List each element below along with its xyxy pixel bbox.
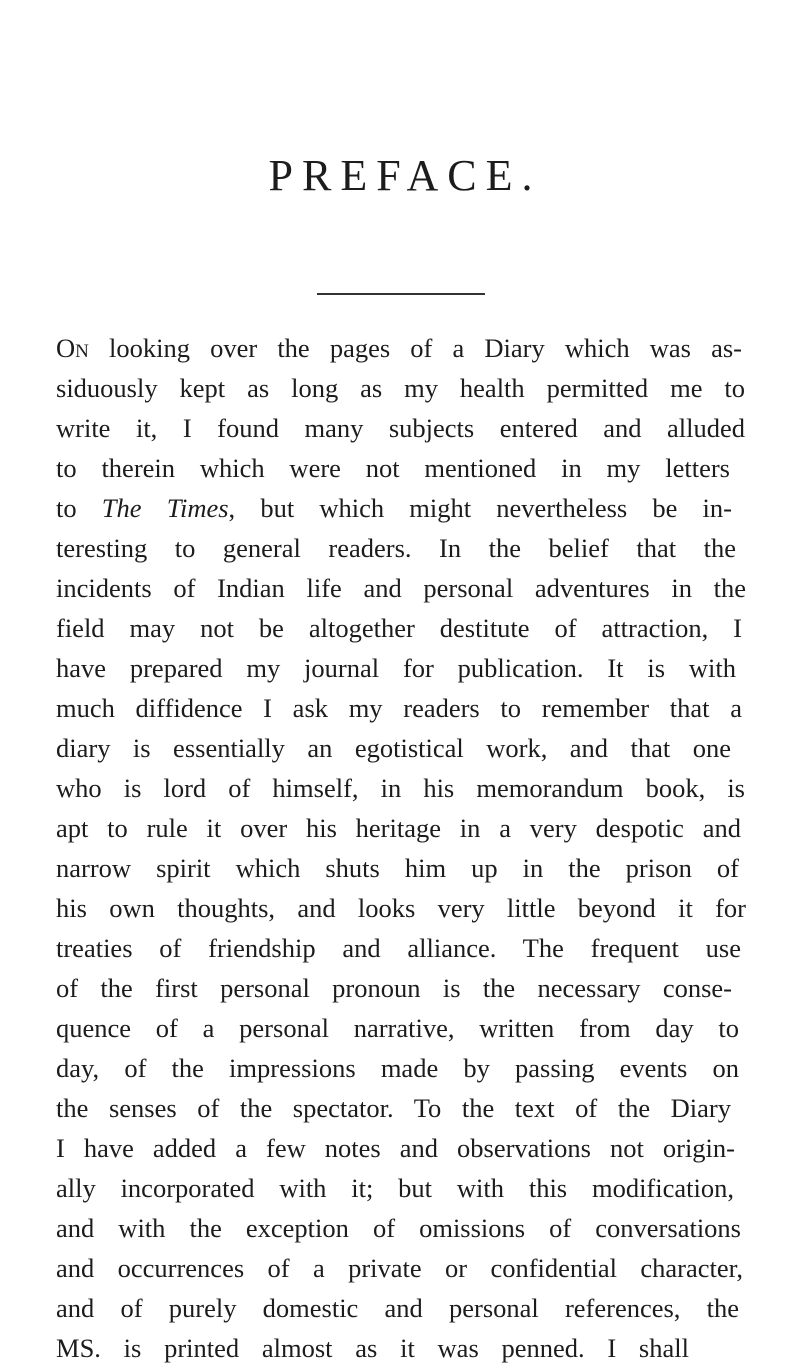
text-line-22: ally incorporated with it; but with this modification, bbox=[56, 1173, 734, 1203]
text-line-10: much diffidence I ask my readers to remember that a bbox=[56, 693, 742, 723]
page-title: PREFACE. bbox=[268, 151, 542, 200]
text-line-15: his own thoughts, and looks very little beyond it for bbox=[56, 893, 746, 923]
text-line-6: teresting to general readers. In the belief that the bbox=[56, 533, 736, 563]
text-line-9: have prepared my journal for publication. It is with bbox=[56, 653, 736, 683]
text-line-11: diary is essentially an egotistical work, and that one bbox=[56, 733, 731, 763]
text-line-25: and of purely domestic and personal references, the bbox=[56, 1293, 739, 1323]
title-divider bbox=[317, 293, 485, 295]
text-line-8: field may not be altogether destitute of attraction, I bbox=[56, 613, 742, 643]
text-line-3: write it, I found many subjects entered and alluded bbox=[56, 413, 745, 443]
italic-title: The Times bbox=[101, 493, 229, 523]
text-line-21: I have added a few notes and observations not origin- bbox=[56, 1133, 735, 1163]
text-line-17: of the first personal pronoun is the necessary conse- bbox=[56, 973, 732, 1003]
text-line-12: who is lord of himself, in his memorandum book, is bbox=[56, 773, 745, 803]
text-line-18: quence of a personal narrative, written from day to bbox=[56, 1013, 739, 1043]
text-line-16: treaties of friendship and alliance. The frequent use bbox=[56, 933, 741, 963]
text-line-5: to The Times, but which might nevertheless be in- bbox=[56, 493, 732, 523]
text-line-14: narrow spirit which shuts him up in the prison of bbox=[56, 853, 739, 883]
drop-word: On bbox=[56, 333, 89, 363]
text-line-1: On looking over the pages of a Diary which was as- bbox=[56, 333, 742, 363]
text-line-19: day, of the impressions made by passing events on bbox=[56, 1053, 739, 1083]
text-line-13: apt to rule it over his heritage in a very despotic and bbox=[56, 813, 741, 843]
text-line-24: and occurrences of a private or confidential character, bbox=[56, 1253, 743, 1283]
text-line-20: the senses of the spectator. To the text of the Diary bbox=[56, 1093, 731, 1123]
text-line-23: and with the exception of omissions of conversations bbox=[56, 1213, 741, 1243]
text-line-4: to therein which were not mentioned in my letters bbox=[56, 453, 730, 483]
text-line-26: MS. is printed almost as it was penned. I shall bbox=[56, 1333, 689, 1363]
text-line-7: incidents of Indian life and personal adventures in the bbox=[56, 573, 746, 603]
text-line-2: siduously kept as long as my health permitted me to bbox=[56, 373, 745, 403]
